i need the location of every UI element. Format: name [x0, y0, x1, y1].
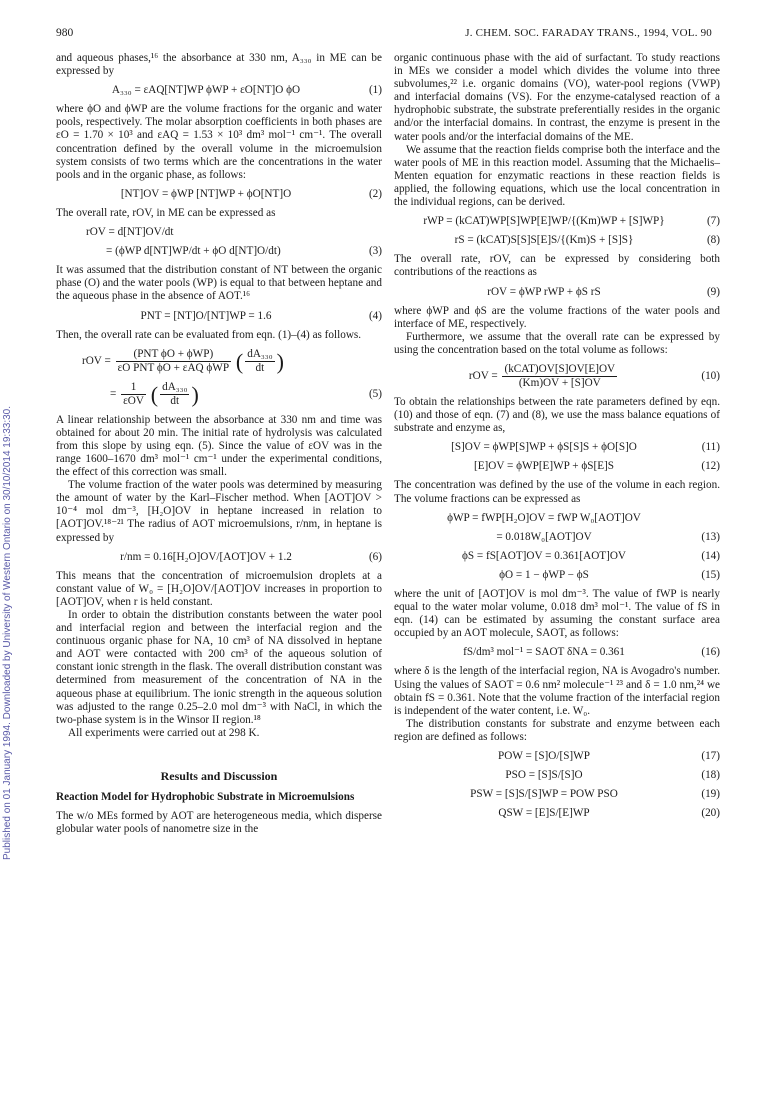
equation-expression: ϕWP = fWP[H₂O]OV = fWP W₀[AOT]OV — [447, 511, 641, 524]
equation-3a — [56, 226, 382, 239]
paragraph: and aqueous phases,¹⁶ the absorbance at 330 nm, A₃₃₀ in ME can be expressed by — [56, 52, 382, 78]
equation-expression: [S]OV = ϕWP[S]WP + ϕS[S]S + ϕO[S]O — [451, 441, 637, 454]
fraction: $\frac{\text{dA₃₃₀}}{dt}$ — [247, 347, 273, 374]
paragraph: The concentration was defined by the use of the volume in each region. The volume fractions can be expressed as — [394, 479, 720, 505]
equation-number: (7) — [706, 215, 720, 228]
paragraph: The volume fraction of the water pools was determined by measuring the amount of water by the Karl–Fischer method. When [AOT]OV > 10⁻⁴ mol dm⁻³, [H₂O]OV in heptane increased in relation to [AOT]OV.¹⁸⁻²¹ The radius of AOT microemulsions, r/nm, in heptane is expressed by — [56, 479, 382, 544]
equation-expression: rOV = $\frac{\text{(kCAT)OV[S]OV[E]OV}}{(Km)OV + [S]OV}$ — [468, 362, 616, 389]
equation-10 — [394, 363, 720, 390]
download-note: Published on 01 January 1994. Downloaded by University of Western Ontario on 30/10/2014 19:33:30. — [2, 406, 13, 860]
equation-8 — [394, 234, 720, 247]
equation-number: (15) — [701, 568, 720, 581]
equation-number: (14) — [701, 549, 720, 562]
equation-12 — [394, 460, 720, 473]
paragraph: The overall rate, rOV, in ME can be expressed as — [56, 206, 276, 219]
paragraph: All experiments were carried out at 298 K. — [68, 726, 260, 739]
left-column — [56, 52, 382, 836]
equation-19 — [394, 788, 720, 801]
right-column — [394, 52, 720, 826]
equation-expression: rOV = ϕWP rWP + ϕS rS — [487, 285, 601, 298]
equation-expression: PSW = [S]S/[S]WP = POW PSO — [470, 788, 618, 801]
paragraph: We assume that the reaction fields comprise both the interface and the water pools of ME in this reaction model. Assuming that the Michaelis–Menten equation for enzymatic reactions in these reaction fields is applied, the following equations, which use the local concentration in the individual regions, can be derived. — [394, 143, 720, 209]
paragraph: The distribution constants for substrate and enzyme between each region are defined as follows: — [394, 717, 720, 743]
equation-expression: POW = [S]O/[S]WP — [498, 750, 590, 763]
equation-number: (11) — [701, 441, 720, 454]
subsection-title: Reaction Model for Hydrophobic Substrate in Microemulsions — [56, 791, 355, 804]
equation-number: (13) — [701, 530, 720, 543]
equation-number: (18) — [701, 769, 720, 782]
equation-number: (20) — [701, 807, 720, 820]
equation-5-line-2 — [56, 381, 382, 408]
equation-6 — [56, 551, 382, 564]
paragraph: The w/o MEs formed by AOT are heterogeneous media, which disperse globular water pools of nanometre size in the — [56, 810, 382, 836]
equation-expression: rWP = (kCAT)WP[S]WP[E]WP/{(Km)WP + [S]WP} — [423, 215, 665, 228]
equation-15 — [394, 569, 720, 582]
paragraph: where the unit of [AOT]OV is mol dm⁻³. The value of fWP is nearly equal to the water molar volume, 0.018 dm³ mol⁻¹. The value of fS in eqn. (14) can be estimated by assuming the constant surface area occupied by an AOT molecule, SAOT, as follows: — [394, 588, 720, 640]
paragraph: Then, the overall rate can be evaluated from eqn. (1)–(4) as follows. — [56, 328, 362, 341]
journal-header: J. CHEM. SOC. FARADAY TRANS., 1994, VOL. 90 — [465, 27, 712, 39]
equation-20 — [394, 807, 720, 820]
equation-expression: = (ϕWP d[NT]WP/dt + ϕO d[NT]O/dt) — [106, 245, 281, 258]
equation-number: (17) — [701, 750, 720, 763]
fraction: $\frac{\text{dA₃₃₀}}{dt}$ — [162, 380, 188, 407]
equation-expression: A₃₃₀ = εAQ[NT]WP ϕWP + εO[NT]O ϕO — [111, 84, 301, 97]
equation-expression: ϕO = 1 − ϕWP − ϕS — [499, 568, 589, 581]
equation-number: (9) — [706, 285, 720, 298]
equation-expression: rOV = d[NT]OV/dt — [86, 226, 174, 239]
equation-number: (2) — [368, 187, 382, 200]
equation-2 — [56, 188, 382, 201]
fraction: $\frac{\text{(kCAT)OV[S]OV[E]OV}}{(Km)OV + [S]OV}$ — [504, 362, 616, 389]
equation-expression: [E]OV = ϕWP[E]WP + ϕS[E]S — [474, 460, 614, 473]
paragraph: organic continuous phase with the aid of surfactant. To study reactions in MEs we consider a model which divides the volume into three subvolumes,²² i.e. organic domains (VO), water-pool regions (VWP) and interfacial domains (VS). For the enzyme-catalysed reaction of a hydrophobic substrate, the substrate preferentially resides in the organic and/or the interfacial domains. In contrast, the enzyme is present in the water pools and/or the interfacial domains of the ME. — [394, 52, 720, 143]
paragraph: where ϕO and ϕWP are the volume fractions for the organic and water pools, respectively. The molar absorption coefficients in both phases are εO = 1.70 × 10³ and εAQ = 1.53 × 10³ dm³ mol⁻¹ cm⁻¹. The overall concentration defined by the overall volume in the microemulsion system consists of two terms which are the concentrations in the water pools and in the organic phase, as follows: — [56, 103, 382, 181]
equation-expression: rOV = $\frac{\text{(PNT ϕO + ϕWP)}}{\text{εO PNT ϕO + εAQ ϕWP}}$ ( $\frac{\text{dA₃₃₀}}{dt}$ ) — [82, 347, 284, 374]
equation-13b — [394, 531, 720, 544]
equation-18 — [394, 769, 720, 782]
equation-expression: = 0.018W₀[AOT]OV — [496, 530, 592, 543]
equation-expression: PNT = [NT]O/[NT]WP = 1.6 — [140, 309, 272, 322]
equation-expression: rS = (kCAT)S[S]S[E]S/{(Km)S + [S]S} — [454, 234, 634, 247]
paragraph: Furthermore, we assume that the overall rate can be expressed by using the concentration based on the total volume as follows: — [394, 330, 720, 356]
equation-number: (3) — [368, 245, 382, 258]
equation-expression: fS/dm³ mol⁻¹ = SAOT δNA = 0.361 — [463, 646, 625, 659]
equation-expression: ϕS = fS[AOT]OV = 0.361[AOT]OV — [461, 549, 627, 562]
equation-number: (16) — [701, 646, 720, 659]
paragraph: In order to obtain the distribution constants between the water pool and interfacial region and between the interfacial region and the continuous organic phase for NA, 10 cm³ of NA dissolved in heptane and AOT were contacted with 200 cm³ of the aqueous solution of constant ionic strength in the flask. The overall distribution constant was determined from measurement of the concentration of NA in the aqueous phase at equilibrium. The ionic strength in the aqueous solution was adjusted to the range 0.25–2.0 mol dm⁻³ with NaCl, in which the two-phase system is in the Winsor II region.¹⁸ — [56, 609, 382, 726]
equation-13a — [394, 512, 720, 525]
paragraph: It was assumed that the distribution constant of NT between the organic phase (O) and the water pools (WP) is equal to that between heptane and the aqueous phase in the absence of AOT.¹⁶ — [56, 264, 382, 303]
equation-number: (6) — [368, 550, 382, 563]
paragraph: where δ is the length of the interfacial region, NA is Avogadro's number. Using the values of SAOT = 0.6 nm² molecule⁻¹ ²³ and δ = 1.0 nm,²⁴ we obtain fS = 0.361. Note that the volume fraction of the interfacial region is independent of the water content, i.e. W₀. — [394, 665, 720, 717]
equation-number: (19) — [701, 788, 720, 801]
equation-4 — [56, 310, 382, 323]
paragraph: The overall rate, rOV, can be expressed by considering both contributions of the reactions as — [394, 253, 720, 279]
paragraph: where ϕWP and ϕS are the volume fractions of the water pools and interface of ME, respectively. — [394, 304, 720, 330]
download-watermark — [2, 140, 16, 860]
paragraph: To obtain the relationships between the rate parameters defined by eqn. (10) and those of eqn. (7) and (8), we use the mass balance equations of substrate and enzyme as, — [394, 395, 720, 435]
paragraph: This means that the concentration of microemulsion droplets at a constant value of W₀ = [H₂O]OV/[AOT]OV increases in proportion to [AOT]OV, when r is held constant. — [56, 569, 382, 608]
equation-3b — [56, 245, 382, 258]
fraction: $\frac{1}{\text{εOV}}$ — [123, 380, 144, 407]
equation-7 — [394, 215, 720, 228]
equation-5-line-1 — [56, 348, 382, 375]
equation-expression: QSW = [E]S/[E]WP — [498, 807, 590, 820]
fraction: $\frac{\text{(PNT ϕO + ϕWP)}}{\text{εO PNT ϕO + εAQ ϕWP}}$ — [117, 347, 230, 374]
equation-16 — [394, 646, 720, 659]
equation-1 — [56, 84, 382, 97]
paragraph: A linear relationship between the absorbance at 330 nm and time was obtained for about 20 min. The initial rate of hydrolysis was calculated from this slope by using eqn. (5). Since the value of εOV was in the range 1600–1670 dm³ mol⁻¹ cm⁻¹ under the experimental conditions, the effect of this correction was small. — [56, 413, 382, 479]
section-title: Results and Discussion — [160, 768, 278, 783]
equation-expression: r/nm = 0.16[H₂O]OV/[AOT]OV + 1.2 — [120, 550, 292, 563]
equation-expression: PSO = [S]S/[S]O — [505, 769, 583, 782]
equation-9 — [394, 286, 720, 299]
equation-number: (10) — [701, 369, 720, 382]
equation-17 — [394, 750, 720, 763]
equation-number: (4) — [368, 309, 382, 322]
equation-number: (8) — [706, 234, 720, 247]
equation-11 — [394, 441, 720, 454]
equation-number: (12) — [701, 460, 720, 473]
equation-expression: = $\frac{1}{\text{εOV}}$ ( $\frac{\text{dA₃₃₀}}{dt}$ ) — [110, 380, 199, 407]
equation-expression: [NT]OV = ϕWP [NT]WP + ϕO[NT]O — [120, 187, 292, 200]
equation-14 — [394, 550, 720, 563]
page-number: 980 — [56, 27, 74, 39]
equation-number: (1) — [368, 84, 382, 97]
equation-number: (5) — [368, 387, 382, 400]
